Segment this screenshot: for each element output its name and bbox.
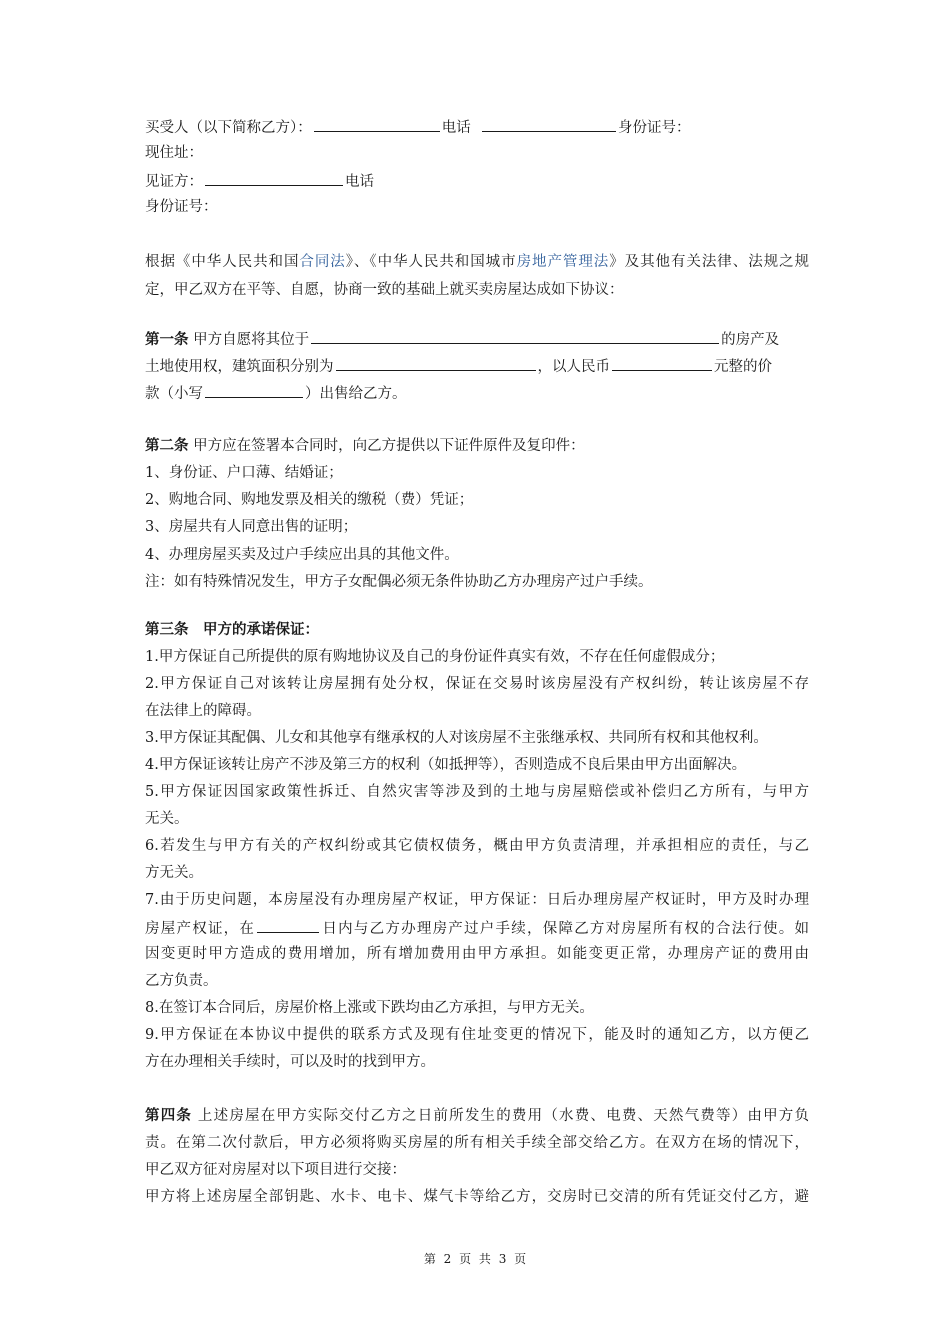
list-item: 5.甲方保证因国家政策性拆迁、自然灾害等涉及到的土地与房屋赔偿或补偿归乙方所有，与甲方: [145, 784, 809, 800]
article-text: 日内与乙方办理房产过户手续，保障乙方对房屋所有权的合法行使。如: [321, 921, 810, 937]
list-item: 7.由于历史问题，本房屋没有办理房屋产权证，甲方保证：日后办理房屋产权证时，甲方及时办理: [145, 892, 809, 908]
address-line: [145, 143, 203, 163]
list-item: 1.甲方保证自己所提供的原有购地协议及自己的身份证件真实有效，不存在任何虚假成分；: [145, 649, 725, 665]
witness-name-blank: [205, 170, 343, 186]
article-1-line-3: [145, 382, 407, 404]
buyer-label: 买受人（以下简称乙方）：: [145, 120, 312, 136]
buyer-phone-blank: [482, 116, 616, 132]
buyer-phone-label: 电话: [441, 120, 471, 136]
article-text: ，以人民币: [537, 359, 610, 375]
page-number: 第 2 页 共 3 页: [423, 1252, 527, 1266]
intro-text: 》、《中华人民共和国城市: [345, 254, 517, 270]
list-item: 4、办理房屋买卖及过户手续应出具的其他文件。: [145, 547, 459, 563]
list-item: 3.甲方保证其配偶、儿女和其他享有继承权的人对该房屋不主张继承权、共同所有权和其他权利。: [145, 730, 768, 746]
address-label: 现住址：: [145, 145, 203, 161]
property-location-blank: [311, 328, 719, 344]
list-item-cont: 方在办理相关手续时，可以及时的找到甲方。: [145, 1054, 435, 1070]
real-estate-law-link[interactable]: 房地产管理法: [516, 254, 610, 270]
list-item: 9.甲方保证在本协议中提供的联系方式及现有住址变更的情况下，能及时的通知乙方，以方便乙: [145, 1027, 809, 1043]
article-text: 甲方自愿将其位于: [193, 332, 310, 348]
witness-id-label: 身份证号：: [145, 199, 218, 215]
buyer-id-label: 身份证号：: [617, 120, 691, 136]
article-2-note: 注：如有特殊情况发生，甲方子女配偶必须无条件协助乙方办理房产过户手续。: [145, 574, 653, 590]
article-text: 款（小写: [145, 386, 203, 402]
intro-text: 》及其他有关法律、法规之规: [609, 254, 810, 270]
list-item: 2、购地合同、购地发票及相关的缴税（费）凭证；: [145, 492, 474, 508]
article-text: 元整的价: [714, 359, 772, 375]
witness-line: [145, 170, 374, 192]
intro-text: 根据《中华人民共和国: [145, 254, 300, 270]
list-item-cont: 方无关。: [145, 865, 203, 881]
article-text: 上述房屋在甲方实际交付乙方之日前所发生的费用（水费、电费、天然气费等）由甲方负: [197, 1108, 810, 1124]
list-item: 1、身份证、户口薄、结婚证；: [145, 465, 343, 481]
list-item: 6.若发生与甲方有关的产权纠纷或其它债权债务，概由甲方负责清理，并承担相应的责任，与乙: [145, 838, 809, 854]
intro-line-2: [145, 280, 624, 300]
list-item: 3、房屋共有人同意出售的证明；: [145, 519, 358, 535]
days-blank: [257, 917, 319, 933]
article-4-line-4: 甲方将上述房屋全部钥匙、水卡、电卡、煤气卡等给乙方，交房时已交清的所有凭证交付乙方，避: [145, 1189, 809, 1205]
article-text: 甲方应在签署本合同时，向乙方提供以下证件原件及复印件：: [193, 438, 585, 454]
article-4-line-3: 甲乙双方征对房屋对以下项目进行交接：: [145, 1162, 406, 1178]
intro-text: 定，甲乙双方在平等、自愿，协商一致的基础上就买卖房屋达成如下协议：: [145, 282, 624, 298]
list-item-cont: 因变更时甲方造成的费用增加，所有增加费用由甲方承担。如能变更正常，办理房产证的费用由: [145, 946, 809, 962]
list-item-cont: 在法律上的障碍。: [145, 703, 261, 719]
article-1-line-1: [145, 328, 779, 350]
article-2-line-1: [145, 436, 585, 456]
article-text: 土地使用权，建筑面积分别为: [145, 359, 334, 375]
list-item-cont: 乙方负责。: [145, 973, 218, 989]
witness-label: 见证方：: [145, 174, 203, 190]
witness-phone-label: 电话: [345, 174, 374, 190]
area-blank: [336, 355, 536, 371]
article-1-line-2: [145, 355, 772, 377]
list-item: 2.甲方保证自己对该转让房屋拥有处分权，保证在交易时该房屋没有产权纠纷，转让该房屋不存: [145, 676, 809, 692]
list-item-cont: [145, 917, 809, 939]
price-blank: [612, 355, 712, 371]
price-figures-blank: [205, 382, 303, 398]
article-4-line-1: [145, 1106, 809, 1126]
article-text: ）出售给乙方。: [305, 386, 407, 402]
list-item: 8.在签订本合同后，房屋价格上涨或下跌均由乙方承担，与甲方无关。: [145, 1000, 594, 1016]
article-text: 的房产及: [721, 332, 780, 348]
buyer-line: [145, 116, 690, 138]
list-item: 4.甲方保证该转让房产不涉及第三方的权利（如抵押等），否则造成不良后果由甲方出面解决。: [145, 757, 747, 773]
intro-line-1: [145, 252, 809, 272]
list-item-cont: 无关。: [145, 811, 189, 827]
contract-law-link[interactable]: 合同法: [299, 254, 346, 270]
article-4-line-2: 责。在第二次付款后，甲方必须将购买房屋的所有相关手续全部交给乙方。在双方在场的情况下，: [145, 1135, 809, 1151]
article-4-title: 第四条: [145, 1107, 193, 1124]
buyer-name-blank: [314, 116, 440, 132]
article-2-title: 第二条: [145, 437, 189, 454]
article-1-title: 第一条: [145, 331, 189, 348]
witness-id-line: [145, 197, 218, 217]
article-text: 房屋产权证，在: [145, 921, 256, 937]
article-3-title: 第三条 甲方的承诺保证：: [145, 621, 319, 638]
